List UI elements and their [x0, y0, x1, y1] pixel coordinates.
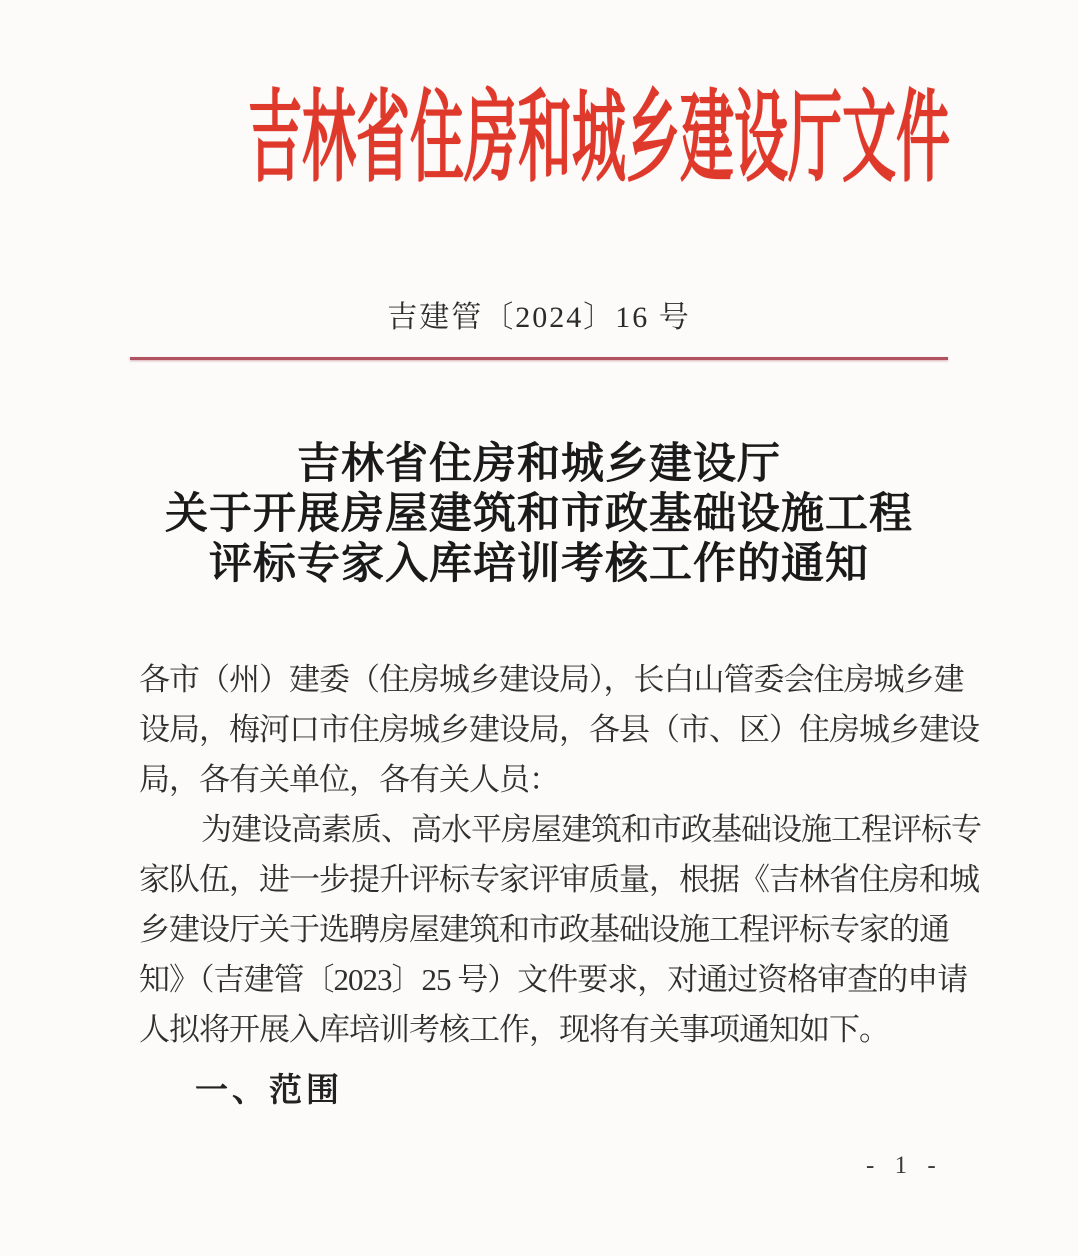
document-title-line-1: 吉林省住房和城乡建设厅 [297, 441, 781, 488]
paragraph-line-4: 知》（吉建管〔2023〕25 号）文件要求，对通过资格审查的申请 [139, 962, 968, 997]
document-body [139, 655, 981, 1115]
document-title-line-3: 评标专家入库培训考核工作的通知 [209, 541, 869, 588]
letterhead-divider-line [130, 357, 948, 360]
page-number: - 1 - [866, 1152, 943, 1179]
paragraph-line-3: 乡建设厅关于选聘房屋建筑和市政基础设施工程评标专家的通 [139, 912, 949, 947]
salutation-line-1: 各市（州）建委（住房城乡建设局），长白山管委会住房城乡建 [139, 662, 964, 697]
section-heading: 一、范围 [195, 1071, 343, 1108]
paragraph-line-5: 人拟将开展入库培训考核工作，现将有关事项通知如下。 [139, 1012, 889, 1047]
document-number: 吉建管〔2024〕16 号 [387, 301, 691, 334]
letterhead-title: 吉林省住房和城乡建设厅文件 [247, 83, 950, 194]
paragraph-line-2: 家队伍，进一步提升评标专家评审质量，根据《吉林省住房和城 [139, 862, 979, 897]
salutation-line-2: 设局，梅河口市住房城乡建设局，各县（市、区）住房城乡建设 [139, 712, 979, 747]
document-title [0, 440, 1078, 590]
paragraph-line-1: 为建设高素质、高水平房屋建筑和市政基础设施工程评标专 [201, 812, 981, 847]
document-title-line-2: 关于开展房屋建筑和市政基础设施工程 [165, 491, 913, 538]
salutation-line-3: 局，各有关单位，各有关人员： [139, 762, 559, 797]
